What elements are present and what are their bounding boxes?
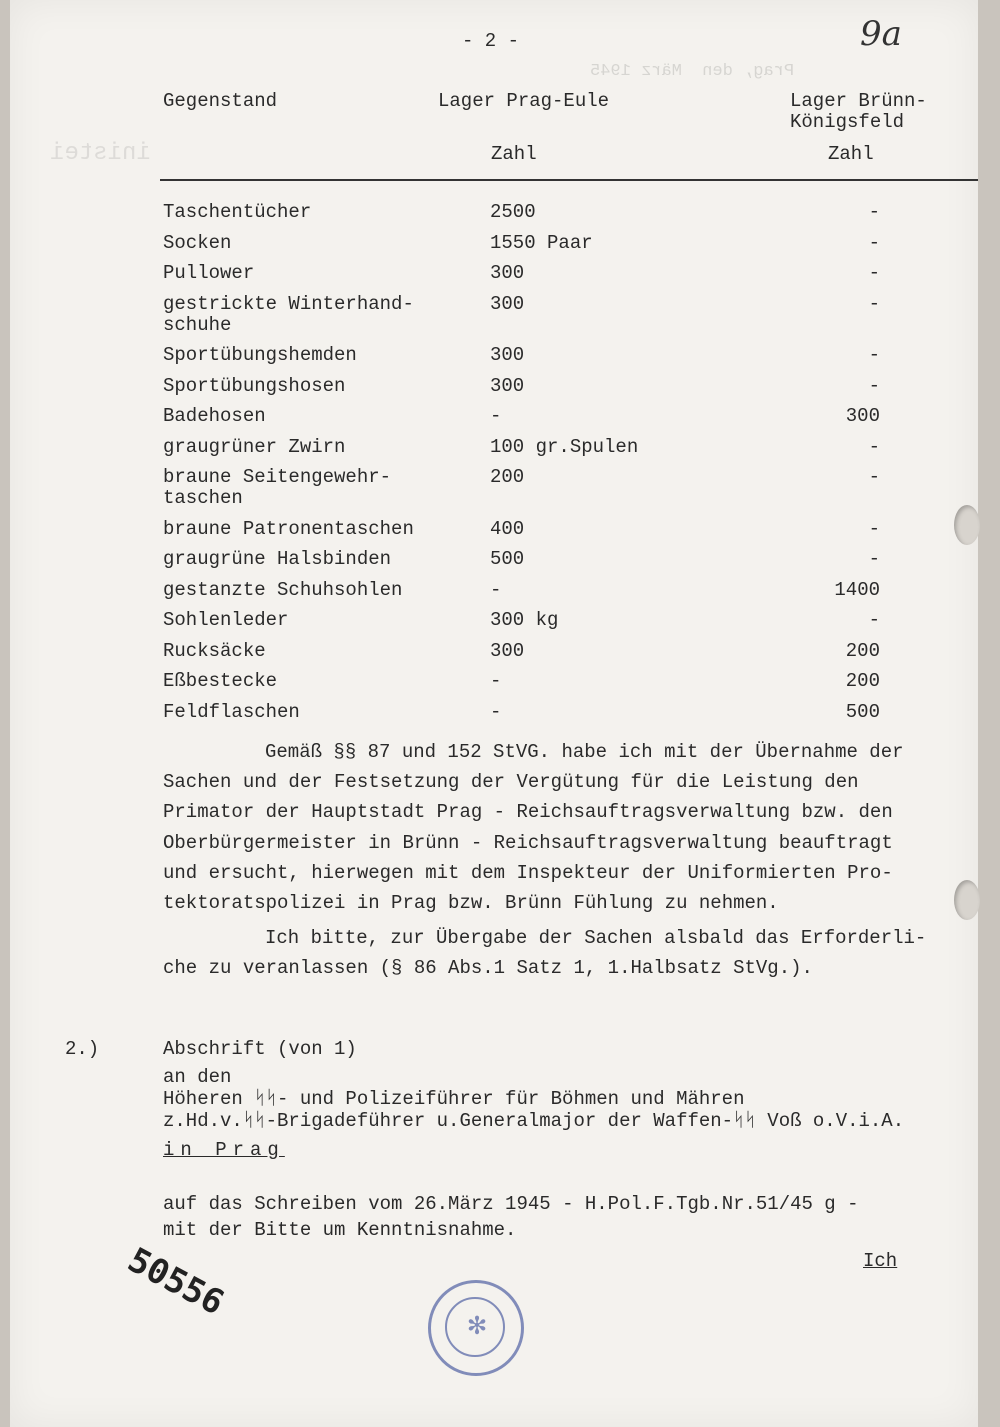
table-row-prag-eule: 300	[490, 344, 525, 366]
table-row-item: graugrüner Zwirn	[163, 435, 346, 458]
table-row-prag-eule: 300	[490, 374, 525, 397]
section2-copy-line: Abschrift (von 1)	[163, 1038, 357, 1060]
table-row-item: graugrüne Halsbinden	[163, 548, 392, 570]
table-row-item: Eßbestecke	[163, 670, 278, 692]
table-row-prag-eule: 300 kg	[490, 609, 559, 631]
show-through-text: Prag, den März 1945	[590, 62, 795, 81]
table-row-item: Rucksäcke	[163, 639, 266, 662]
section2-number: 2.)	[65, 1038, 100, 1060]
table-row-prag-eule: 100 gr.Spulen	[490, 435, 639, 458]
table-row-item: Pullower	[163, 262, 255, 284]
table-row-bruenn-koenigsfeld: -	[868, 262, 880, 284]
header-rule	[160, 179, 978, 181]
table-row-bruenn-koenigsfeld: -	[868, 466, 880, 488]
table-row-item: gestanzte Schuhsohlen	[163, 578, 403, 601]
header-col-b-line2: Königsfeld	[790, 111, 905, 133]
table-row-item: gestrickte Winterhand-	[163, 292, 414, 315]
show-through-stamp: inistei	[50, 140, 151, 167]
table-row-bruenn-koenigsfeld: 1400	[834, 578, 880, 601]
section2-addressee-intro: an den	[163, 1066, 232, 1088]
table-row-item: Feldflaschen	[163, 700, 300, 723]
table-row-prag-eule: 300	[490, 262, 525, 284]
table-row-item: Socken	[163, 231, 232, 254]
header-col-b-line1: Lager Brünn-	[790, 90, 927, 112]
table-row-prag-eule: 500	[490, 548, 525, 570]
seal-emblem-icon: ✻	[467, 1310, 487, 1344]
ministry-seal	[428, 1280, 524, 1376]
table-row-bruenn-koenigsfeld: -	[868, 231, 880, 254]
table-row-prag-eule: -	[490, 405, 502, 427]
para1-line-6: tektoratspolizei in Prag bzw. Brünn Fühlung zu nehmen.	[163, 892, 779, 914]
table-row-prag-eule: 1550 Paar	[490, 231, 593, 254]
table-row-bruenn-koenigsfeld: 500	[845, 700, 880, 723]
table-row-bruenn-koenigsfeld: -	[868, 344, 880, 366]
para1-line-1: Gemäß §§ 87 und 152 StVG. habe ich mit der Übernahme der	[265, 741, 904, 763]
table-row-item: Sportübungshosen	[163, 374, 346, 397]
table-row-bruenn-koenigsfeld: -	[868, 374, 880, 397]
page-number: - 2 -	[462, 30, 520, 52]
table-row-item: Sohlenleder	[163, 609, 289, 631]
table-row-bruenn-koenigsfeld: -	[868, 548, 880, 570]
table-row-item-continued: taschen	[163, 487, 243, 509]
section2-request: mit der Bitte um Kenntnisnahme.	[163, 1219, 517, 1241]
section2-reference: auf das Schreiben vom 26.März 1945 - H.Pol.F.Tgb.Nr.51/45 g -	[163, 1193, 859, 1215]
para2-line-2: che zu veranlassen (§ 86 Abs.1 Satz 1, 1.Halbsatz StVg.).	[163, 957, 813, 979]
table-row-bruenn-koenigsfeld: -	[868, 292, 880, 315]
punch-hole	[954, 505, 980, 545]
table-row-prag-eule: -	[490, 670, 502, 692]
table-row-item: Badehosen	[163, 405, 266, 427]
table-row-item: braune Patronentaschen	[163, 517, 414, 540]
table-row-prag-eule: -	[490, 578, 502, 601]
table-row-bruenn-koenigsfeld: -	[868, 201, 880, 223]
table-row-bruenn-koenigsfeld: -	[868, 435, 880, 458]
table-row-item: braune Seitengewehr-	[163, 466, 392, 488]
header-col-b-unit: Zahl	[828, 143, 874, 165]
para1-line-4: Oberbürgermeister in Brünn - Reichsauftragsverwaltung beauftragt	[163, 832, 893, 854]
table-row-prag-eule: 200	[490, 466, 525, 488]
para1-line-2: Sachen und der Festsetzung der Vergütung für die Leistung den	[163, 771, 859, 793]
para2-line-1: Ich bitte, zur Übergabe der Sachen alsbald das Erforderli-	[265, 927, 927, 949]
header-item: Gegenstand	[163, 90, 278, 112]
table-row-item: Sportübungshemden	[163, 344, 357, 366]
para1-line-5: und ersucht, hierwegen mit dem Inspekteur der Uniformierten Pro-	[163, 862, 893, 884]
section2-city: in Prag	[163, 1139, 285, 1161]
table-row-item: Taschentücher	[163, 201, 312, 223]
table-row-prag-eule: 400	[490, 517, 525, 540]
stamp-number: 50556	[121, 1240, 231, 1324]
table-row-bruenn-koenigsfeld: 200	[845, 639, 880, 662]
table-row-bruenn-koenigsfeld: -	[868, 609, 880, 631]
folio-mark: 9a	[860, 14, 902, 54]
table-row-prag-eule: -	[490, 700, 502, 723]
table-row-item-continued: schuhe	[163, 313, 232, 336]
section2-addressee: Höheren ᛋᛋ- und Polizeiführer für Böhmen und Mähren	[163, 1088, 745, 1110]
table-row-bruenn-koenigsfeld: 200	[845, 670, 880, 692]
table-row-bruenn-koenigsfeld: 300	[845, 405, 880, 427]
header-col-a: Lager Prag-Eule	[438, 90, 610, 112]
catchword: Ich	[863, 1250, 898, 1272]
table-row-prag-eule: 300	[490, 292, 525, 315]
para1-line-3: Primator der Hauptstadt Prag - Reichsauftragsverwaltung bzw. den	[163, 801, 893, 823]
table-row-prag-eule: 2500	[490, 201, 536, 223]
punch-hole	[954, 880, 980, 920]
table-row-prag-eule: 300	[490, 639, 525, 662]
section2-attention: z.Hd.v.ᛋᛋ-Brigadeführer u.Generalmajor der Waffen-ᛋᛋ Voß o.V.i.A.	[163, 1110, 905, 1132]
header-col-a-unit: Zahl	[491, 143, 537, 165]
table-row-bruenn-koenigsfeld: -	[868, 517, 880, 540]
document-page	[10, 0, 978, 1427]
